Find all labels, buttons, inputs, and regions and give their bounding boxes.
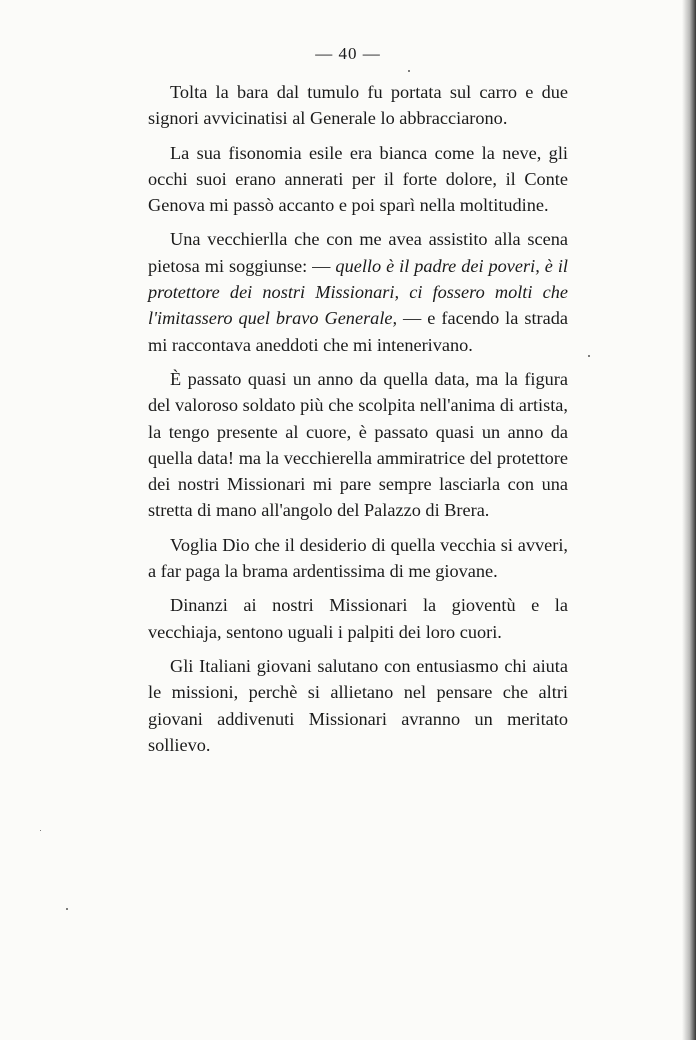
paragraph-7: Gli Italiani giovani salutano con entusiasmo chi aiuta le missioni, perchè si allietano nel pensare che altri giovani addivenuti Missionari avranno un meritato sollievo. (148, 655, 568, 755)
paragraph-5: Voglia Dio che il desiderio di quella vecchia si avveri, a far paga la brama ardentissima di me giovane. (148, 534, 568, 582)
paper-speck (40, 830, 41, 831)
page-edge-shadow (682, 0, 696, 1040)
page-number: — 40 — (315, 44, 381, 63)
paper-speck (408, 70, 410, 72)
paragraph-3-tail: — e facendo la strada mi raccontava aneddoti che mi intenerivano. (148, 308, 568, 355)
body-text (148, 79, 568, 766)
paragraph-4: È passato quasi un anno da quella data, ma la figura del valoroso soldato più che scolpita nell'anima di artista, la tengo presente al cuore, è passato quasi un anno da quella data! ma la vecchierella ammiratrice del protettore dei nostri Missionari mi pare sempre lasciarla con una stretta di mano all'angolo del Palazzo di Brera. (148, 368, 568, 521)
paragraph-2: La sua fisonomia esile era bianca come la neve, gli occhi suoi erano annerati per il forte dolore, il Conte Genova mi passò accanto e poi sparì nella moltitudine. (148, 142, 568, 216)
paragraph-3 (148, 226, 568, 357)
paragraph-3-quote: quello è il padre dei poveri, è il protettore dei nostri Missionari, ci fossero molti che l'imitassero quel bravo Generale, (148, 255, 568, 329)
paper-speck (588, 355, 590, 357)
paragraph-3-lead: Una vecchierlla che con me avea assistito alla scena pietosa mi soggiunse: — (148, 229, 568, 276)
paragraph-1: Tolta la bara dal tumulo fu portata sul carro e due signori avvicinatisi al Generale lo abbracciarono. (148, 82, 568, 129)
paragraph-6: Dinanzi ai nostri Missionari la gioventù e la vecchiaja, sentono uguali i palpiti dei loro cuori. (148, 595, 568, 642)
paper-speck (66, 908, 68, 910)
